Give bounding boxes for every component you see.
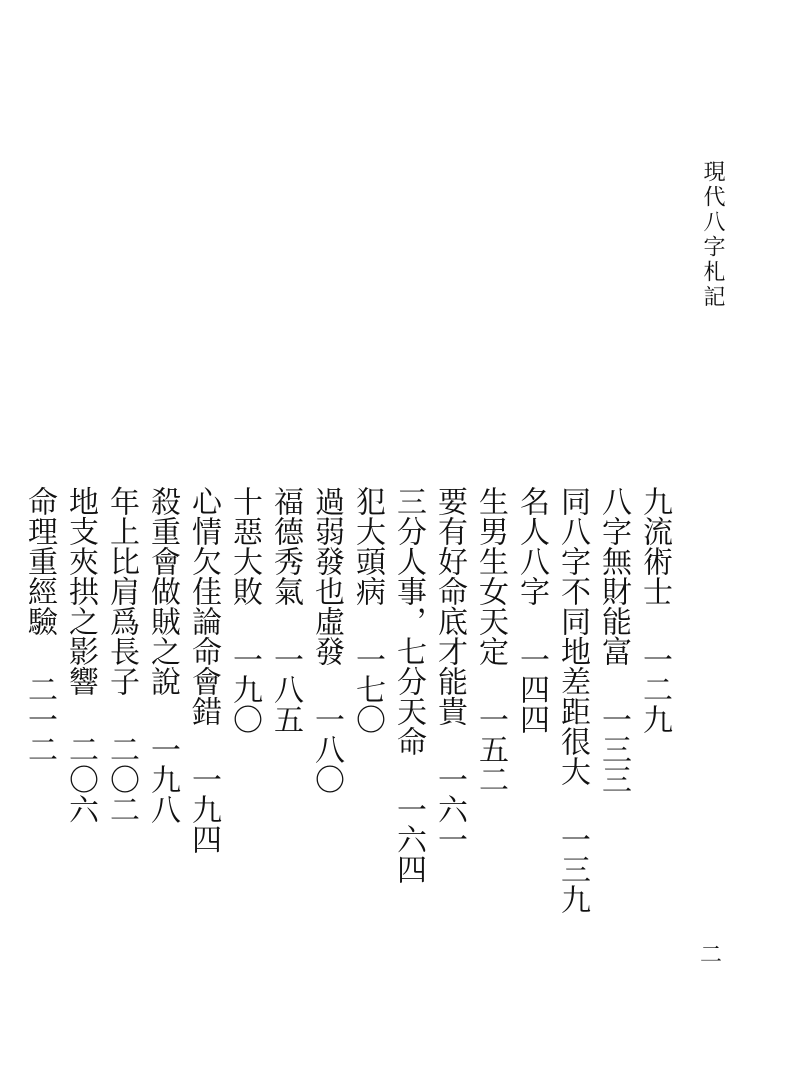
toc-entry — [20, 486, 58, 1046]
toc-entry-title: 過弱發也虛發 — [309, 486, 344, 666]
toc-entry-title: 九流術士 — [637, 486, 672, 606]
toc-entry-page: 一九八 — [145, 734, 180, 824]
toc-entry-page: 一八〇 — [309, 704, 344, 794]
toc-entry-page: 一六四 — [391, 794, 426, 884]
toc-entry-title: 心情欠佳論命會錯 — [186, 486, 221, 726]
running-title: 現代八字札記 — [700, 160, 725, 310]
toc-entry — [225, 486, 263, 1046]
toc-entry-page: 二〇六 — [63, 734, 98, 824]
toc-entry-title: 殺重會做賊之說 — [145, 486, 180, 696]
toc-entry — [266, 486, 304, 1046]
toc-entry — [512, 486, 550, 1046]
toc-entry-page: 一九四 — [186, 764, 221, 854]
toc-entry-title: 年上比肩爲長子 — [104, 486, 139, 696]
toc-entry-page: 一三三 — [596, 704, 631, 794]
page-number: 二 — [700, 943, 723, 968]
toc-entry — [143, 486, 181, 1046]
toc-entry — [348, 486, 386, 1046]
toc-entry — [594, 486, 632, 1046]
toc-entry — [430, 486, 468, 1046]
toc-entry-title: 福德秀氣 — [268, 486, 303, 606]
toc-entry-title: 地支夾拱之影響 — [63, 486, 98, 696]
toc-entry — [184, 486, 222, 1046]
toc-entry-title: 八字無財能富 — [596, 486, 631, 666]
toc-entry-title: 犯大頭病 — [350, 486, 385, 606]
toc-entry-page: 一九〇 — [227, 644, 262, 734]
toc-entry-page: 二一二 — [22, 674, 57, 764]
toc-entry-page: 二〇二 — [104, 734, 139, 824]
toc-entry-page: 一三九 — [555, 824, 590, 914]
toc-entry — [102, 486, 140, 1046]
toc-entry-page: 一二九 — [637, 644, 672, 734]
toc-entry — [553, 486, 591, 1046]
toc-entry — [61, 486, 99, 1046]
toc-entry — [307, 486, 345, 1046]
toc-entry-title: 要有好命底才能貴 — [432, 486, 467, 726]
toc-entry-title: 同八字不同地差距很大 — [555, 486, 590, 786]
toc-entry-title: 命理重經驗 — [22, 486, 57, 636]
toc-entry-title: 生男生女天定 — [473, 486, 508, 666]
toc-entry-page: 一七〇 — [350, 644, 385, 734]
toc-entry-title: 十惡大敗 — [227, 486, 262, 606]
toc-entry-page: 一八五 — [268, 644, 303, 734]
toc-entry — [635, 486, 673, 1046]
toc-entry — [471, 486, 509, 1046]
toc-entry-page: 一六一 — [432, 764, 467, 854]
toc-entry-title: 三分人事，七分天命 — [391, 486, 426, 756]
toc-entry-page: 一四四 — [514, 644, 549, 734]
toc-entry — [389, 486, 427, 1046]
toc-entry-page: 一五二 — [473, 704, 508, 794]
toc-entry-title: 名人八字 — [514, 486, 549, 606]
